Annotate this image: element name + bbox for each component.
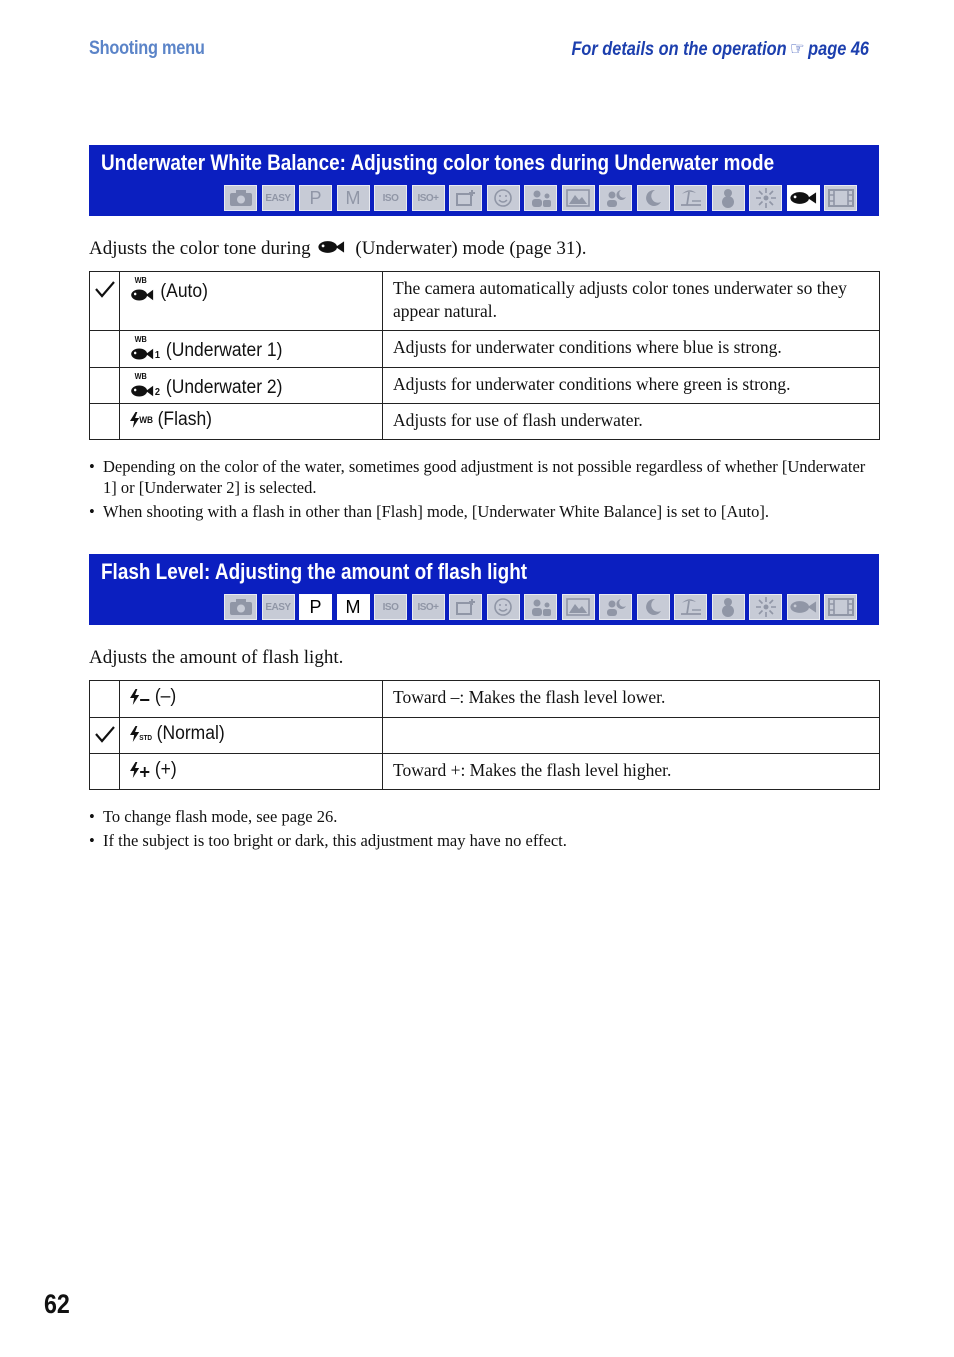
flash-minus-icon — [130, 689, 150, 705]
underwater-wb-banner — [89, 145, 879, 216]
beach-icon — [674, 185, 707, 211]
smile-shutter-icon — [487, 185, 520, 211]
mode-icons-row — [224, 185, 857, 211]
checkmark-icon — [94, 279, 116, 299]
manual-mode-icon: M — [337, 594, 370, 620]
mode-icons-row — [224, 594, 857, 620]
option-name-cell — [120, 718, 383, 754]
program-mode-icon: P — [299, 185, 332, 211]
option-desc: Toward +: Makes the flash level higher. — [383, 754, 880, 790]
note-item: • When shooting with a flash in other than [Flash] mode, [Underwater White Balance] is set to [Auto]. — [89, 501, 879, 522]
wb-underwater2-icon: WB 2 — [130, 373, 161, 399]
check-cell — [90, 681, 120, 718]
option-name-cell — [120, 681, 383, 718]
option-desc: The camera automatically adjusts color tones underwater so they appear natural. — [383, 272, 880, 331]
flash-level-banner — [89, 554, 879, 625]
snow-icon — [712, 594, 745, 620]
beach-icon — [674, 594, 707, 620]
flash-level-title: Flash Level: Adjusting the amount of flash light — [101, 559, 528, 584]
option-label: (Flash) — [157, 409, 212, 430]
wb-auto-icon: WB — [130, 277, 156, 303]
flash-level-intro: Adjusts the amount of flash light. — [89, 647, 344, 668]
twilight-portrait-icon — [599, 594, 632, 620]
hi-iso-plus-icon: ISO+ — [412, 185, 445, 211]
flash-level-table — [89, 680, 880, 790]
note-item: • To change flash mode, see page 26. — [89, 806, 879, 827]
option-name-cell — [120, 754, 383, 790]
details-reference — [571, 38, 869, 61]
soft-snap-icon — [524, 594, 557, 620]
high-sensitivity-icon: ISO — [374, 185, 407, 211]
table-row — [90, 272, 880, 331]
option-name-cell — [120, 272, 383, 331]
underwater-wb-notes — [89, 456, 879, 525]
pointing-hand-icon: ☞ — [790, 39, 805, 60]
hi-iso-plus-icon: ISO+ — [412, 594, 445, 620]
note-item: • If the subject is too bright or dark, this adjustment may have no effect. — [89, 830, 879, 851]
option-name-cell — [120, 331, 383, 368]
option-desc: Adjusts for use of flash underwater. — [383, 404, 880, 440]
wb-underwater1-icon: WB 1 — [130, 336, 161, 362]
table-row — [90, 754, 880, 790]
intro-after: (Underwater) mode (page 31). — [355, 238, 587, 259]
check-cell — [90, 331, 120, 368]
underwater-fish-icon — [317, 239, 345, 261]
option-name-cell — [120, 368, 383, 404]
program-mode-icon: P — [299, 594, 332, 620]
auto-camera-icon — [224, 594, 257, 620]
section-header: Shooting menu — [89, 38, 205, 59]
flash-level-notes — [89, 806, 879, 854]
high-sensitivity-icon: ISO — [374, 594, 407, 620]
option-label: (Underwater 2) — [165, 377, 283, 398]
underwater-wb-title: Underwater White Balance: Adjusting color tones during Underwater mode — [101, 150, 775, 175]
flash-normal-icon: STD — [130, 726, 152, 742]
table-row — [90, 681, 880, 718]
option-desc: Toward –: Makes the flash level lower. — [383, 681, 880, 718]
manual-mode-icon: M — [337, 185, 370, 211]
underwater-mode-icon — [787, 185, 820, 211]
underwater-mode-icon — [787, 594, 820, 620]
soft-snap-icon — [524, 185, 557, 211]
check-cell — [90, 404, 120, 440]
details-prefix: For details on the operation — [571, 39, 787, 60]
checkmark-icon — [94, 724, 116, 744]
fireworks-icon — [749, 594, 782, 620]
option-label: (Normal) — [156, 723, 225, 744]
check-cell — [90, 368, 120, 404]
smart-zoom-icon — [449, 594, 482, 620]
table-row — [90, 718, 880, 754]
table-row — [90, 404, 880, 440]
twilight-portrait-icon — [599, 185, 632, 211]
twilight-icon — [637, 594, 670, 620]
movie-icon — [824, 594, 857, 620]
smart-zoom-icon — [449, 185, 482, 211]
snow-icon — [712, 185, 745, 211]
smile-shutter-icon — [487, 594, 520, 620]
underwater-wb-table — [89, 271, 880, 440]
option-label: (+) — [154, 759, 177, 780]
default-check-cell — [90, 272, 120, 331]
twilight-icon — [637, 185, 670, 211]
page-number: 62 — [44, 1289, 70, 1319]
underwater-wb-intro — [89, 238, 586, 261]
auto-camera-icon — [224, 185, 257, 211]
option-label: (Auto) — [160, 281, 208, 302]
flash-plus-icon — [130, 762, 150, 778]
option-label: (–) — [154, 686, 177, 707]
option-name-cell — [120, 404, 383, 440]
table-row — [90, 331, 880, 368]
movie-icon — [824, 185, 857, 211]
check-cell — [90, 754, 120, 790]
option-desc: Adjusts for underwater conditions where green is strong. — [383, 368, 880, 404]
table-row — [90, 368, 880, 404]
easy-mode-icon: EASY — [262, 185, 295, 211]
option-desc — [383, 718, 880, 754]
note-item: • Depending on the color of the water, sometimes good adjustment is not possible regardless of whether [Underwater 1] or [Underwater 2] is selected. — [89, 456, 879, 498]
easy-mode-icon: EASY — [262, 594, 295, 620]
option-label: (Underwater 1) — [165, 340, 283, 361]
fireworks-icon — [749, 185, 782, 211]
details-page: page 46 — [808, 39, 869, 60]
intro-before: Adjusts the color tone during — [89, 238, 311, 259]
flash-wb-icon: WB — [130, 412, 153, 428]
default-check-cell — [90, 718, 120, 754]
landscape-icon — [562, 594, 595, 620]
landscape-icon — [562, 185, 595, 211]
option-desc: Adjusts for underwater conditions where blue is strong. — [383, 331, 880, 368]
